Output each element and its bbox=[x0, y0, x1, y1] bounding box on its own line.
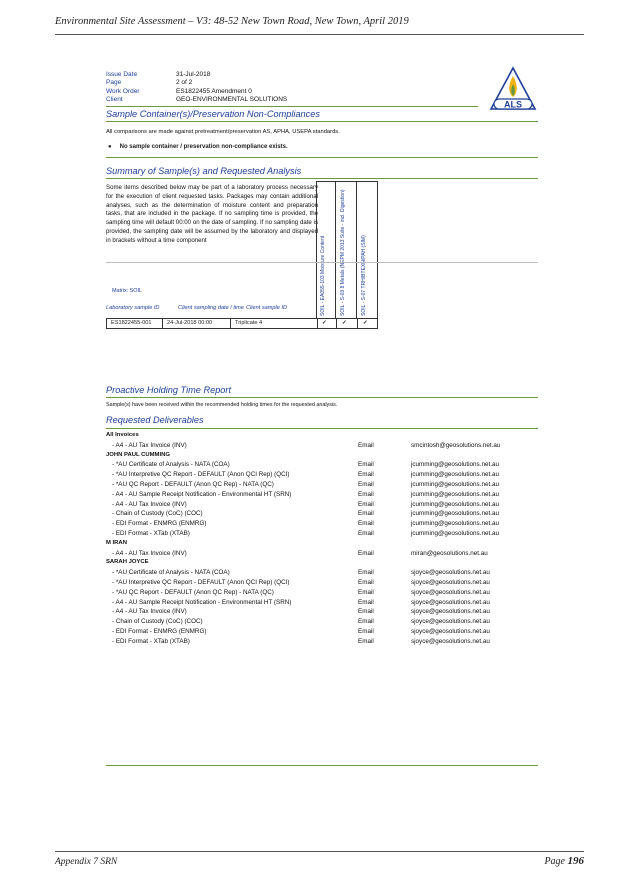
section-divider bbox=[106, 262, 538, 263]
document-header: Environmental Site Assessment – V3: 48-52 New Town Road, New Town, April 2019 bbox=[55, 16, 409, 27]
delivery-method: Email bbox=[358, 608, 374, 616]
deliverable-name: - *AU Certificate of Analysis - NATA (COA) bbox=[112, 569, 230, 577]
bullet-icon: ● bbox=[108, 144, 112, 150]
meta-label: Client bbox=[106, 96, 123, 104]
delivery-method: Email bbox=[358, 569, 374, 577]
section-divider bbox=[106, 765, 538, 766]
grid-divider bbox=[335, 181, 336, 318]
report-meta bbox=[106, 71, 287, 105]
recipient-email: sjoyce@geosolutions.net.au bbox=[411, 637, 490, 645]
delivery-method: Email bbox=[358, 588, 374, 596]
deliverables-list bbox=[106, 432, 538, 648]
deliverable-group: M IRAN bbox=[106, 539, 127, 546]
delivery-method: Email bbox=[358, 520, 374, 528]
list-item bbox=[106, 628, 538, 638]
logo-text: ALS bbox=[504, 99, 522, 110]
table-row bbox=[106, 318, 378, 329]
analysis-check-icon: ✓ bbox=[363, 320, 368, 326]
delivery-method: Email bbox=[358, 500, 374, 508]
meta-value: ES1822455 Amendment 0 bbox=[176, 87, 252, 95]
recipient-email: smcintosh@geosolutions.net.au bbox=[411, 441, 501, 449]
list-item bbox=[106, 510, 538, 520]
deliverable-name: - A4 - AU Sample Receipt Notification - Environmental HT (SRN) bbox=[112, 490, 292, 498]
meta-label: Page bbox=[106, 79, 122, 87]
holding-time-text: Sample(s) have been received within the recommended holding times for the requested analysis. bbox=[106, 402, 338, 408]
list-item bbox=[106, 579, 538, 589]
recipient-email: sjoyce@geosolutions.net.au bbox=[411, 588, 490, 596]
deliverable-name: - *AU Interpretive QC Report - DEFAULT (Anon QCI Rep) (QCI) bbox=[112, 471, 290, 479]
section-heading-deliverables: Requested Deliverables bbox=[106, 415, 204, 425]
delivery-method: Email bbox=[358, 627, 374, 635]
deliverable-name: - Chain of Custody (CoC) (COC) bbox=[112, 510, 203, 518]
deliverable-name: - *AU Interpretive QC Report - DEFAULT (Anon QCI Rep) (QCI) bbox=[112, 578, 290, 586]
deliverable-name: - EDI Format - XTab (XTAB) bbox=[112, 637, 190, 645]
deliverable-group: SARAH JOYCE bbox=[106, 559, 149, 566]
list-item bbox=[106, 461, 538, 471]
recipient-email: jcumming@geosolutions.net.au bbox=[411, 529, 499, 537]
noncompliance-bullet bbox=[108, 144, 288, 150]
delivery-method: Email bbox=[358, 461, 374, 469]
meta-value: 31-Jul-2018 bbox=[176, 71, 211, 78]
delivery-method: Email bbox=[358, 480, 374, 488]
deliverable-name: - Chain of Custody (CoC) (COC) bbox=[112, 618, 203, 626]
page-label: Page bbox=[544, 856, 565, 867]
deliverable-name: - EDI Format - ENMRG (ENMRG) bbox=[112, 520, 207, 528]
list-item bbox=[106, 608, 538, 618]
list-item bbox=[106, 569, 538, 579]
recipient-email: sjoyce@geosolutions.net.au bbox=[411, 569, 490, 577]
header-divider bbox=[55, 34, 584, 35]
meta-row bbox=[106, 71, 287, 79]
als-logo bbox=[488, 66, 538, 112]
deliverable-name: - *AU QC Report - DEFAULT (Anon QC Rep) - NATA (QC) bbox=[112, 588, 274, 596]
delivery-method: Email bbox=[358, 490, 374, 498]
list-item bbox=[106, 618, 538, 628]
recipient-email: sjoyce@geosolutions.net.au bbox=[411, 618, 490, 626]
deliverable-name: - A4 - AU Sample Receipt Notification - Environmental HT (SRN) bbox=[112, 598, 292, 606]
footer-divider bbox=[55, 851, 584, 852]
deliverable-name: - A4 - AU Tax Invoice (INV) bbox=[112, 441, 187, 449]
section-heading-summary: Summary of Sample(s) and Requested Analysis bbox=[106, 166, 302, 176]
bullet-text: No sample container / preservation non-compliance exists. bbox=[119, 144, 288, 150]
analysis-header-trh: SOIL - S-07 TRH/BTEXN/PAH (SIM) bbox=[361, 235, 367, 316]
list-item bbox=[106, 638, 538, 648]
meta-value: GEO-ENVIRONMENTAL SOLUTIONS bbox=[176, 96, 288, 104]
recipient-email: sjoyce@geosolutions.net.au bbox=[411, 598, 490, 606]
section-heading-holding-time: Proactive Holding Time Report bbox=[106, 385, 232, 395]
delivery-method: Email bbox=[358, 598, 374, 606]
delivery-method: Email bbox=[358, 471, 374, 479]
noncompliance-intro: All comparisons are made against pretreatment/preservation AS, APHA, USEPA standards. bbox=[106, 129, 340, 135]
meta-row bbox=[106, 79, 287, 87]
analysis-header-metals: SOIL - S-03 8 Metals (NEPM 2013 Suite - incl. Digestion) bbox=[340, 189, 346, 316]
delivery-method: Email bbox=[358, 510, 374, 518]
section-divider bbox=[106, 121, 538, 122]
list-item bbox=[106, 501, 538, 511]
list-item bbox=[106, 599, 538, 609]
grid-divider bbox=[356, 181, 357, 318]
list-item bbox=[106, 481, 538, 491]
analysis-header-moisture: SOIL - EA055-103 Moisture Content bbox=[320, 235, 326, 316]
analysis-check-icon: ✓ bbox=[342, 320, 347, 326]
deliverable-name: - A4 - AU Tax Invoice (INV) bbox=[112, 549, 187, 557]
meta-value: 2 of 2 bbox=[176, 79, 193, 87]
section-divider bbox=[106, 397, 538, 398]
list-item bbox=[106, 471, 538, 481]
list-item bbox=[106, 550, 538, 560]
deliverable-name: - A4 - AU Tax Invoice (INV) bbox=[112, 608, 187, 616]
summary-paragraph: Some items described below may be part of a laboratory process necessary for the execution of client requested tasks. Packages may contain additional analyses, such as the determination of moisture content and preparation tasks, that are included in the package. If no sampling time is provided, the sampling time will default 00:00 on the date of sampling. If no sampling date is provided, the sampling date will be assumed by the laboratory and displayed in brackets without a time component bbox=[106, 184, 318, 244]
section-divider bbox=[106, 178, 538, 179]
recipient-email: jcumming@geosolutions.net.au bbox=[411, 500, 499, 508]
recipient-email: miran@geosolutions.net.au bbox=[411, 549, 488, 557]
meta-label: Work Order bbox=[106, 87, 140, 95]
recipient-email: jcumming@geosolutions.net.au bbox=[411, 461, 499, 469]
recipient-email: jcumming@geosolutions.net.au bbox=[411, 471, 499, 479]
delivery-method: Email bbox=[358, 637, 374, 645]
matrix-label: Matrix: SOIL bbox=[112, 288, 142, 294]
recipient-email: jcumming@geosolutions.net.au bbox=[411, 480, 499, 488]
sample-client-id: Triplicate 4 bbox=[235, 320, 263, 326]
deliverable-name: - EDI Format - XTab (XTAB) bbox=[112, 529, 190, 537]
sample-lab-id: ES1822455-001 bbox=[111, 320, 152, 326]
list-item bbox=[106, 520, 538, 530]
list-item bbox=[106, 442, 538, 452]
analysis-check-icon: ✓ bbox=[322, 320, 327, 326]
meta-divider bbox=[106, 106, 478, 107]
list-item bbox=[106, 491, 538, 501]
recipient-email: sjoyce@geosolutions.net.au bbox=[411, 578, 490, 586]
delivery-method: Email bbox=[358, 441, 374, 449]
list-item bbox=[106, 589, 538, 599]
page-number: 196 bbox=[567, 855, 584, 867]
list-item bbox=[106, 530, 538, 540]
recipient-email: jcumming@geosolutions.net.au bbox=[411, 510, 499, 518]
deliverable-name: - A4 - AU Tax Invoice (INV) bbox=[112, 500, 187, 508]
deliverable-group: All Invoices bbox=[106, 432, 139, 438]
deliverable-name: - *AU QC Report - DEFAULT (Anon QC Rep) - NATA (QC) bbox=[112, 480, 274, 488]
delivery-method: Email bbox=[358, 549, 374, 557]
recipient-email: jcumming@geosolutions.net.au bbox=[411, 490, 499, 498]
meta-label: Issue Date bbox=[106, 71, 138, 78]
sample-date: 24-Jul-2018 00:00 bbox=[167, 320, 213, 326]
footer-page bbox=[544, 855, 584, 867]
recipient-email: sjoyce@geosolutions.net.au bbox=[411, 627, 490, 635]
delivery-method: Email bbox=[358, 618, 374, 626]
delivery-method: Email bbox=[358, 529, 374, 537]
section-heading-noncompliance: Sample Container(s)/Preservation Non-Compliances bbox=[106, 109, 320, 119]
col-client-sample-id: Client sample ID bbox=[246, 305, 288, 311]
deliverable-name: - *AU Certificate of Analysis - NATA (COA) bbox=[112, 461, 230, 469]
col-lab-sample-id: Laboratory sample ID bbox=[106, 305, 160, 311]
col-client-sampling: Client sampling date / time bbox=[178, 305, 244, 311]
meta-row bbox=[106, 96, 287, 104]
deliverable-name: - EDI Format - ENMRG (ENMRG) bbox=[112, 627, 207, 635]
delivery-method: Email bbox=[358, 578, 374, 586]
recipient-email: jcumming@geosolutions.net.au bbox=[411, 520, 499, 528]
section-divider bbox=[106, 428, 538, 429]
deliverable-group: JOHN PAUL CUMMING bbox=[106, 451, 170, 458]
footer-appendix: Appendix 7 SRN bbox=[55, 857, 118, 867]
meta-row bbox=[106, 88, 287, 96]
section-divider bbox=[106, 157, 538, 158]
recipient-email: sjoyce@geosolutions.net.au bbox=[411, 608, 490, 616]
